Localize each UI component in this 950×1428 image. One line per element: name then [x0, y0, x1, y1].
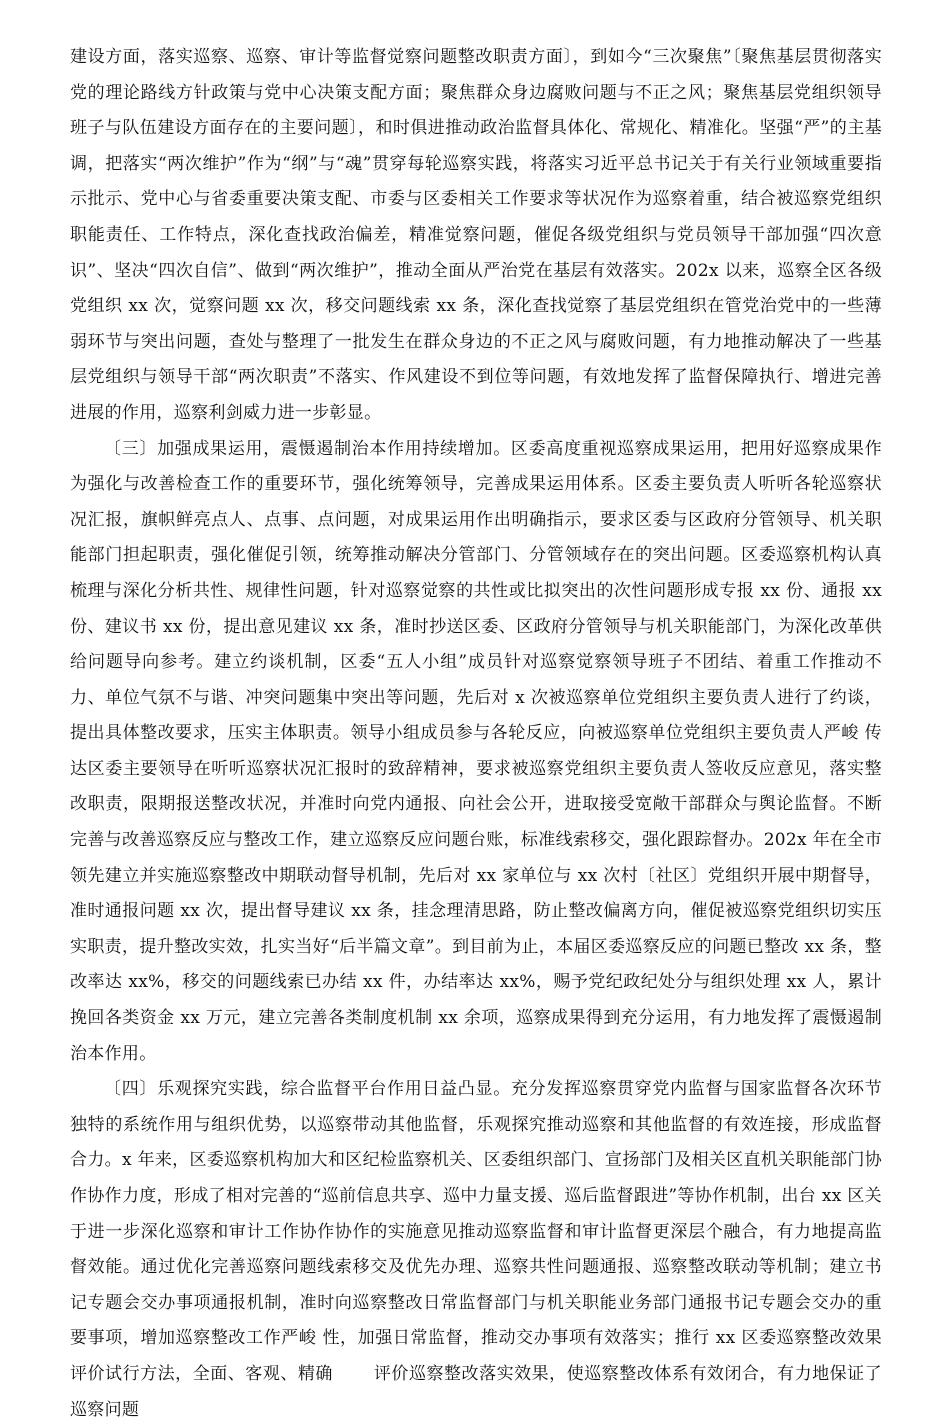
paragraph-continuation: 建设方面，落实巡察、巡察、审计等监督觉察问题整改职责方面〕，到如今“三次聚焦”〔聚焦基层贯彻落实党的理论路线方针政策与党中心决策支配方面；聚焦群众身边腐败问题与不正之风；聚焦基层党组织领导班子与队伍建设方面存在的主要问题〕，和时俱进推动政治监督具体化、常规化、精准化。坚强“严”的主基调，把落实“两次维护”作为“纲”与“魂”贯穿每轮巡察实践，将落实习近平总书记关于有关行业领域重要指示批示、党中心与省委重要决策支配、市委与区委相关工作要求等状况作为巡察着重，结合被巡察党组织职能责任、工作特点，深化查找政治偏差，精准觉察问题，催促各级党组织与党员领导干部加强“四次意识”、坚决“四次自信”、做到“两次维护”，推动全面从严治党在基层有效落实。202x 以来，巡察全区各级党组织 xx 次，觉察问题 xx 次，移交问题线索 xx 条，深化查找觉察了基层党组织在管党治党中的一些薄弱环节与突出问题，查处与整理了一批发生在群众身边的不正之风与腐败问题，有力地推动解决了一些基层党组织与领导干部“两次职责”不落实、作风建设不到位等问题，有效地发挥了监督保障执行、增进完善进展的作用，巡察利剑威力进一步彰显。 — [70, 47, 882, 423]
paragraph-section-four: 〔四〕乐观探究实践，综合监督平台作用日益凸显。充分发挥巡察贯穿党内监督与国家监督各次环节独特的系统作用与组织优势，以巡察带动其他监督，乐观探究推动巡察和其他监督的有效连接，形成监督合力。x 年来，区委巡察机构加大和区纪检监察机关、区委组织部门、宣扬部门及相关区直机关职能部门协作协作力度，形成了相对完善的“巡前信息共享、巡中力量支援、巡后监督跟进”等协作机制，出台 xx 区关于进一步深化巡察和审计工作协作协作的实施意见推动巡察监督和审计监督更深层个融合，有力地提高监督效能。通过优化完善巡察问题线索移交及优先办理、巡察共性问题通报、巡察整改联动等机制；建立书记专题会交办事项通报机制，准时向巡察整改日常监督部门与机关职能业务部门通报书记专题会交办的重要事项，增加巡察整改工作严峻 性，加强日常监督，推动交办事项有效落实；推行 xx 区委巡察整改效果评价试行方法，全面、客观、精确 评价巡察整改落实效果，使巡察整改体系有效闭合，有力地保证了巡察问题 — [70, 1079, 882, 1420]
document-page — [70, 40, 882, 1428]
paragraph-section-three: 〔三〕加强成果运用，震慑遏制治本作用持续增加。区委高度重视巡察成果运用，把用好巡察成果作为强化与改善检查工作的重要环节，强化统筹领导，完善成果运用体系。区委主要负责人听听各轮巡察状况汇报，旗帜鲜亮点人、点事、点问题，对成果运用作出明确指示，要求区委与区政府分管领导、机关职能部门担起职责，强化催促引领，统筹推动解决分管部门、分管领域存在的突出问题。区委巡察机构认真梳理与深化分析共性、规律性问题，针对巡察觉察的共性或比拟突出的次性问题形成专报 xx 份、通报 xx 份、建议书 xx 份，提出意见建议 xx 条，准时抄送区委、区政府分管领导与机关职能部门，为深化改革供给问题导向参考。建立约谈机制，区委“五人小组”成员针对巡察觉察领导班子不团结、着重工作推动不力、单位气氛不与谐、冲突问题集中突出等问题，先后对 x 次被巡察单位党组织主要负责人进行了约谈，提出具体整改要求，压实主体职责。领导小组成员参与各轮反应，向被巡察单位党组织主要负责人严峻 传达区委主要领导在听听巡察状况汇报时的致辞精神，要求被巡察党组织主要负责人签收反应意见，落实整改职责，限期报送整改状况，并准时向党内通报、向社会公开，进取接受宽敞干部群众与舆论监督。不断完善与改善巡察反应与整改工作，建立巡察反应问题台账，标准线索移交，强化跟踪督办。202x 年在全市领先建立并实施巡察整改中期联动督导机制，先后对 xx 家单位与 xx 次村〔社区〕党组织开展中期督导，准时通报问题 xx 次，提出督导建议 xx 条，挂念理清思路，防止整改偏离方向，催促被巡察党组织切实压实职责，提升整改实效，扎实当好“后半篇文章”。到目前为止，本届区委巡察反应的问题已整改 xx 条，整改率达 xx%，移交的问题线索已办结 xx 件，办结率达 xx%，赐予党纪政纪处分与组织处理 xx 人，累计挽回各类资金 xx 万元，建立完善各类制度机制 xx 余项，巡察成果得到充分运用，有力地发挥了震慑遏制治本作用。 — [70, 438, 882, 1064]
